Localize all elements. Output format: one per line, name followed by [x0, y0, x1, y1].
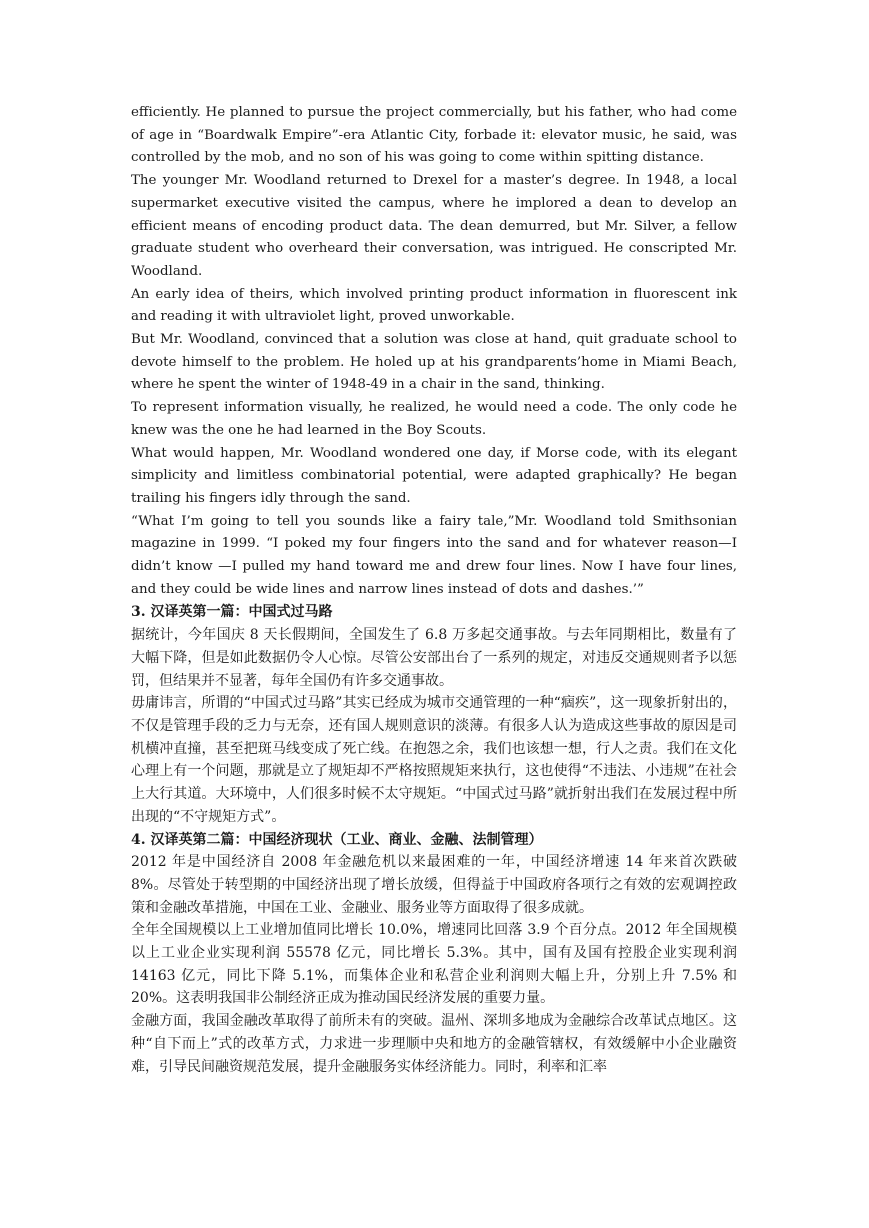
paragraph-en-6: What would happen, Mr. Woodland wondered one day, if Morse code, with its elegant simplicity and limitless combinatorial potential, were adapted graphically? He began trailing his fingers idly through the sand. [131, 445, 737, 506]
section-4-paragraph-2: 全年全国规模以上工业增加值同比增长 10.0%，增速同比回落 3.9 个百分点。2012 年全国规模以上工业企业实现利润 55578 亿元，同比增长 5.3%。其中，国有及国有控股企业实现利润 14163 亿元，同比下降 5.1%，而集体企业和私营企业利润则大幅上升，分别上升 7.5% 和 20%。这表明我国非公制经济正成为推动国民经济发展的重要力量。 [131, 922, 737, 1007]
section-heading-4: 4. 汉译英第二篇：中国经济现状（工业、商业、金融、法制管理） [131, 831, 543, 848]
section-3-paragraph-1: 据统计，今年国庆 8 天长假期间，全国发生了 6.8 万多起交通事故。与去年同期相比，数量有了大幅下降，但是如此数据仍令人心惊。尽管公安部出台了一系列的规定，对违反交通规则者予以惩罚，但结果并不显著，每年全国仍有许多交通事故。 [131, 627, 737, 689]
document-page [131, 102, 737, 1078]
paragraph-en-4: But Mr. Woodland, convinced that a solution was close at hand, quit graduate school to devote himself to the problem. He holed up at his grandparents’home in Miami Beach, where he spent the winter of 1948-49 in a chair in the sand, thinking. [131, 332, 737, 393]
paragraph-en-3: An early idea of theirs, which involved printing product information in fluorescent ink and reading it with ultraviolet light, proved unworkable. [131, 286, 737, 325]
section-4-paragraph-3: 金融方面，我国金融改革取得了前所未有的突破。温州、深圳多地成为金融综合改革试点地区。这种“自下而上”式的改革方式，力求进一步理顺中央和地方的金融管辖权，有效缓解中小企业融资难，引导民间融资规范发展，提升金融服务实体经济能力。同时，利率和汇率 [131, 1013, 737, 1075]
section-4-paragraph-1: 2012 年是中国经济自 2008 年金融危机以来最困难的一年，中国经济增速 14 年来首次跌破 8%。尽管处于转型期的中国经济出现了增长放缓，但得益于中国政府各项行之有效的宏观调控政策和金融改革措施，中国在工业、金融业、服务业等方面取得了很多成就。 [131, 854, 737, 916]
section-heading-3: 3. 汉译英第一篇：中国式过马路 [131, 604, 333, 621]
paragraph-en-5: To represent information visually, he realized, he would need a code. The only code he knew was the one he had learned in the Boy Scouts. [131, 400, 737, 438]
paragraph-en-2: The younger Mr. Woodland returned to Drexel for a master’s degree. In 1948, a local supermarket executive visited the campus, where he implored a dean to develop an efficient means of encoding product data. The dean demurred, but Mr. Silver, a fellow graduate student who overheard their conversation, was intrigued. He conscripted Mr. Woodland. [131, 173, 737, 279]
paragraph-en-7: “What I’m going to tell you sounds like a fairy tale,”Mr. Woodland told Smithsonian magazine in 1999. “I poked my four fingers into the sand and for whatever reason—I didn’t know —I pulled my hand toward me and drew four lines. Now I have four lines, and they could be wide lines and narrow lines instead of dots and dashes.’” [131, 513, 737, 597]
paragraph-en-1: efficiently. He planned to pursue the project commercially, but his father, who had come of age in “Boardwalk Empire”-era Atlantic City, forbade it: elevator music, he said, was controlled by the mob, and no son of his was going to come within spitting distance. [131, 105, 737, 166]
section-3-paragraph-2: 毋庸讳言，所谓的“中国式过马路”其实已经成为城市交通管理的一种“痼疾”，这一现象折射出的，不仅是管理手段的乏力与无奈，还有国人规则意识的淡薄。有很多人认为造成这些事故的原因是司机横冲直撞，甚至把斑马线变成了死亡线。在抱怨之余，我们也该想一想，行人之责。我们在文化心理上有一个问题，那就是立了规矩却不严格按照规矩来执行，这也使得“不违法、小违规”在社会上大行其道。大环境中，人们很多时候不太守规矩。“中国式过马路”就折射出我们在发展过程中所出现的“不守规矩方式”。 [131, 695, 737, 825]
